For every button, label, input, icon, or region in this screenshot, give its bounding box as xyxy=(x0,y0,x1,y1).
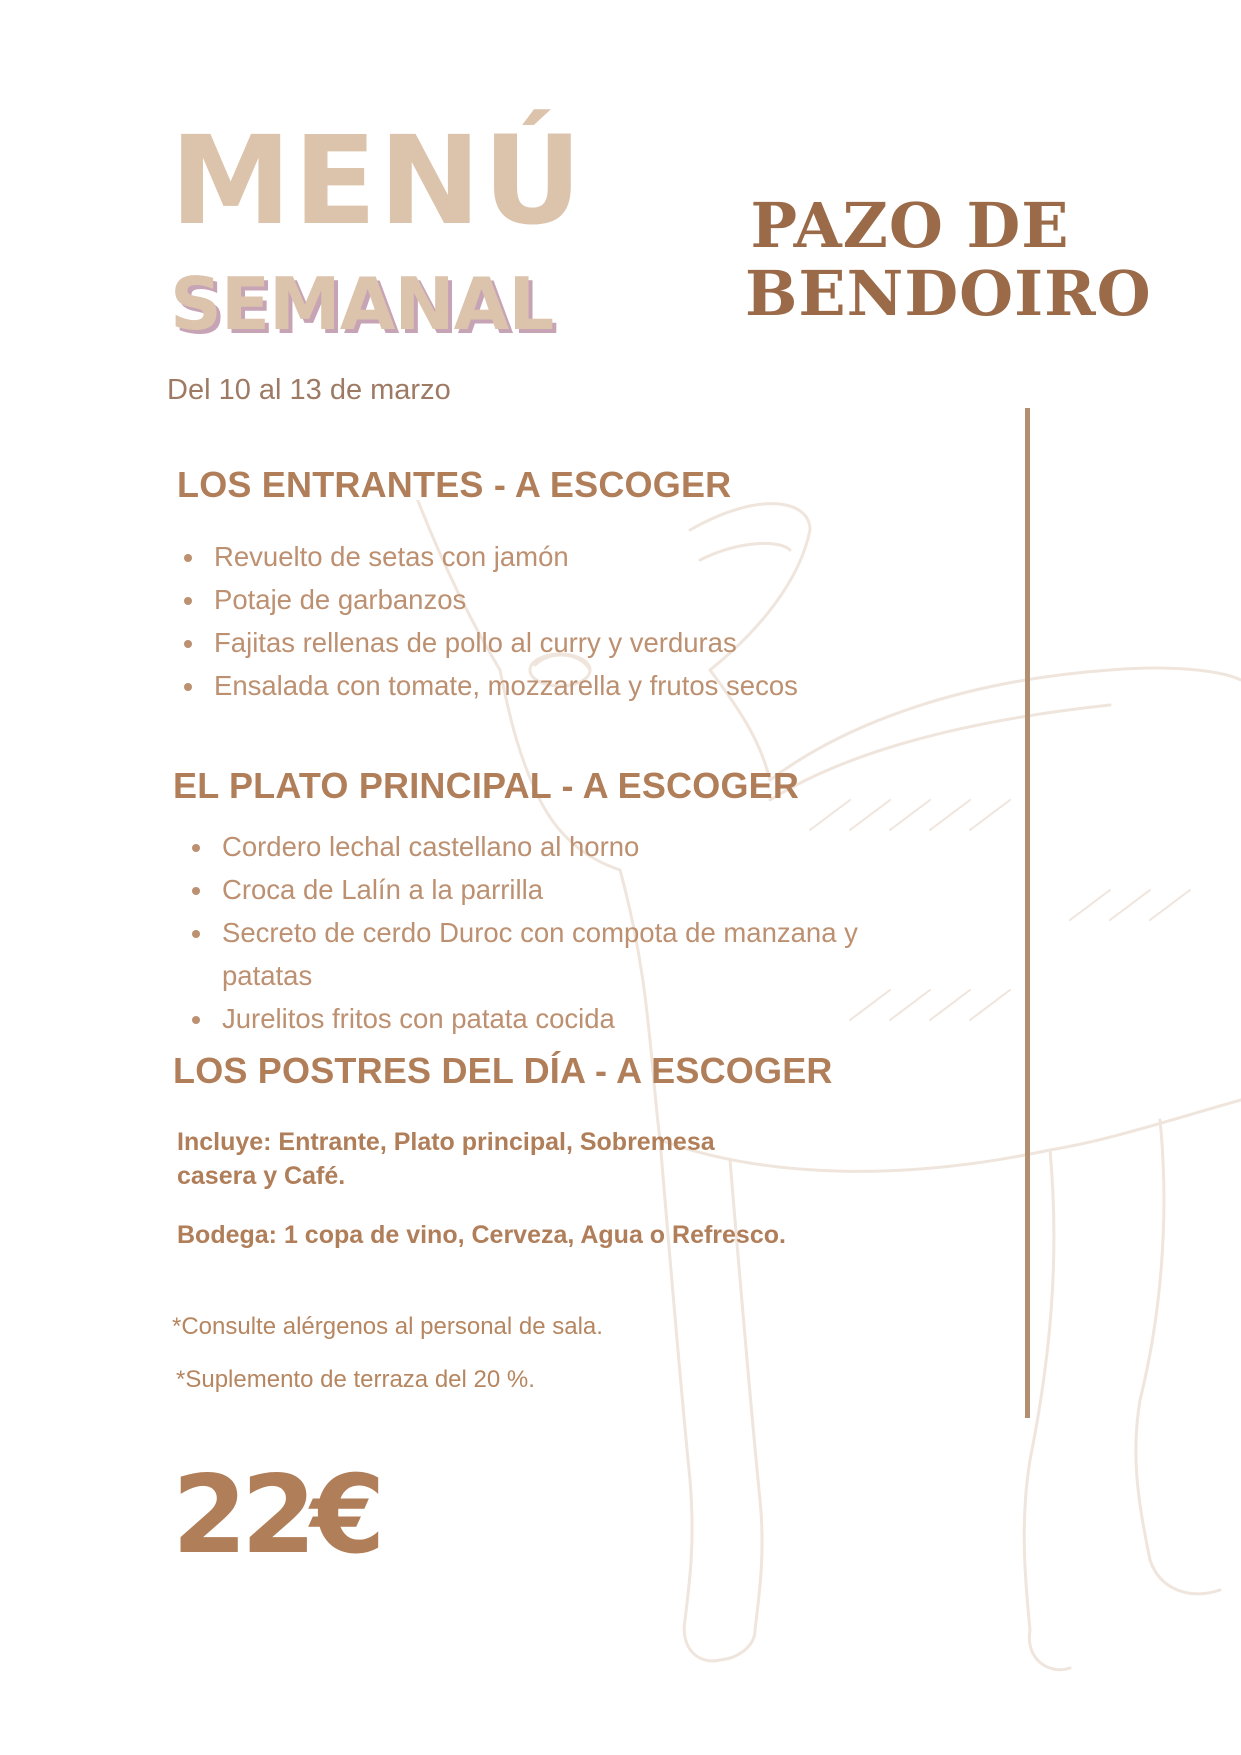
restaurant-logo xyxy=(745,189,1152,330)
list-item: Jurelitos fritos con patata cocida xyxy=(192,997,952,1040)
vertical-divider xyxy=(1025,408,1030,1418)
list-item: Fajitas rellenas de pollo al curry y verduras xyxy=(184,621,884,664)
includes-text: Incluye: Entrante, Plato principal, Sobremesa casera y Café. xyxy=(177,1128,715,1190)
list-item: Potaje de garbanzos xyxy=(184,578,884,621)
bodega-text: Bodega: 1 copa de vino, Cerveza, Agua o Refresco. xyxy=(177,1221,786,1249)
main-course-list xyxy=(192,825,952,1040)
price: 22€ xyxy=(172,1453,380,1578)
logo-line-2: BENDOIRO xyxy=(745,257,1152,330)
date-range: Del 10 al 13 de marzo xyxy=(167,374,451,406)
list-item: Secreto de cerdo Duroc con compota de manzana y patatas xyxy=(192,911,952,997)
list-item: Croca de Lalín a la parrilla xyxy=(192,868,952,911)
menu-title: MENÚ xyxy=(170,110,584,252)
section-title-starters: LOS ENTRANTES - A ESCOGER xyxy=(177,464,732,505)
list-item: Revuelto de setas con jamón xyxy=(184,535,884,578)
terrace-note: *Suplemento de terraza del 20 %. xyxy=(176,1366,535,1393)
section-title-main-course: EL PLATO PRINCIPAL - A ESCOGER xyxy=(173,765,800,806)
list-item: Ensalada con tomate, mozzarella y frutos secos xyxy=(184,664,884,707)
list-item: Cordero lechal castellano al horno xyxy=(192,825,952,868)
starters-list xyxy=(184,535,884,707)
allergen-note: *Consulte alérgenos al personal de sala. xyxy=(172,1313,603,1340)
section-title-desserts: LOS POSTRES DEL DÍA - A ESCOGER xyxy=(173,1050,833,1091)
logo-line-1: PAZO DE xyxy=(750,189,1070,262)
menu-subtitle: SEMANAL xyxy=(170,262,554,346)
